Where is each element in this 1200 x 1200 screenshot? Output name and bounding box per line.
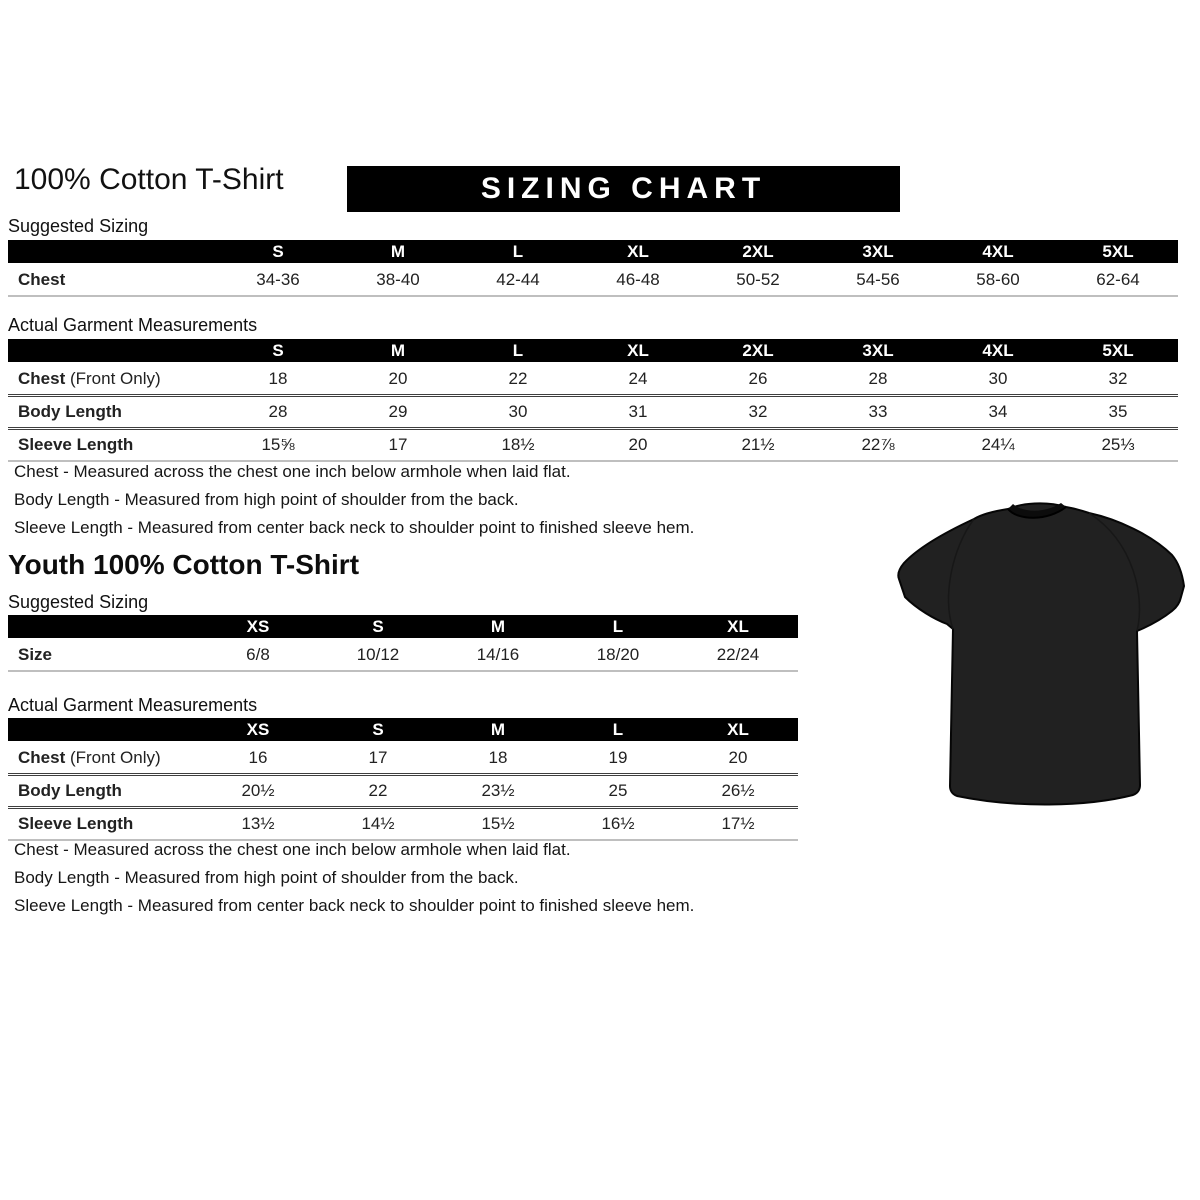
measurement-value: 19 <box>608 748 628 767</box>
youth-section-title: Youth 100% Cotton T-Shirt <box>8 549 360 580</box>
size-column-header: 3XL <box>862 241 894 261</box>
measurement-value: 20 <box>628 435 648 454</box>
measurement-row <box>8 640 798 672</box>
row-label-bold: Body Length <box>18 402 122 421</box>
row-label-bold: Sleeve Length <box>18 435 134 454</box>
measurement-value: 18½ <box>501 435 535 454</box>
size-column-header: XL <box>627 340 649 360</box>
measurement-row <box>8 364 1178 394</box>
measurement-value: 62-64 <box>1096 270 1140 289</box>
measurement-value: 35 <box>1108 402 1128 421</box>
row-label-suffix: (Front Only) <box>65 369 161 388</box>
size-column-header: 5XL <box>1102 241 1134 261</box>
adult-suggested-sizing-table <box>8 240 1178 297</box>
measurement-value: 16 <box>248 748 268 767</box>
measurement-value: 25⅓ <box>1101 435 1135 454</box>
measurement-value: 54-56 <box>856 270 900 289</box>
note-line: Chest - Measured across the chest one inch below armhole when laid flat. <box>14 840 571 859</box>
size-column-header: XS <box>246 719 270 739</box>
measurement-value: 22 <box>368 781 388 800</box>
measurement-value: 6/8 <box>246 645 270 664</box>
note-line: Sleeve Length - Measured from center back neck to shoulder point to finished sleeve hem. <box>14 896 695 915</box>
row-label-bold: Chest <box>18 270 66 289</box>
row-label <box>8 781 198 801</box>
measurement-row <box>8 394 1178 427</box>
measurement-value: 17 <box>368 748 388 767</box>
row-label <box>8 645 198 665</box>
measurement-value: 22⅞ <box>861 435 895 454</box>
measurement-value: 33 <box>868 402 888 421</box>
size-column-header: 5XL <box>1102 340 1134 360</box>
page-title: 100% Cotton T-Shirt <box>14 163 284 196</box>
size-column-header: L <box>612 616 624 636</box>
measurement-value: 26½ <box>721 781 755 800</box>
measurement-value: 34-36 <box>256 270 300 289</box>
measurement-value: 20½ <box>241 781 275 800</box>
measurement-value: 58-60 <box>976 270 1020 289</box>
measurement-value: 32 <box>748 402 768 421</box>
measurement-value: 20 <box>728 748 748 767</box>
measurement-value: 10/12 <box>356 645 400 664</box>
row-label <box>8 402 218 422</box>
measurement-value: 28 <box>268 402 288 421</box>
table-header-bar <box>8 718 798 741</box>
measurement-value: 24¼ <box>981 435 1015 454</box>
measurement-row <box>8 427 1178 462</box>
size-column-header: M <box>390 241 406 261</box>
size-column-header: S <box>272 241 284 261</box>
note-line: Sleeve Length - Measured from center back neck to shoulder point to finished sleeve hem. <box>14 518 695 537</box>
measurement-value: 14/16 <box>476 645 520 664</box>
youth-actual-measurements-table <box>8 718 798 841</box>
measurement-value: 30 <box>988 369 1008 388</box>
size-column-header: S <box>372 719 384 739</box>
row-label-bold: Chest <box>18 369 66 388</box>
measurement-row <box>8 773 798 806</box>
row-label-bold: Body Length <box>18 781 122 800</box>
measurement-value: 22 <box>508 369 528 388</box>
table-header-bar <box>8 615 798 638</box>
size-column-header: M <box>490 719 506 739</box>
measurement-value: 16½ <box>601 814 635 833</box>
size-column-header: 3XL <box>862 340 894 360</box>
measurement-value: 20 <box>388 369 408 388</box>
size-column-header: M <box>490 616 506 636</box>
measurement-value: 29 <box>388 402 408 421</box>
measurement-value: 25 <box>608 781 628 800</box>
measurement-value: 22/24 <box>716 645 760 664</box>
youth-suggested-sizing-table <box>8 615 798 672</box>
measurement-value: 17 <box>388 435 408 454</box>
size-column-header: L <box>512 241 524 261</box>
measurement-value: 14½ <box>361 814 395 833</box>
measurement-value: 18/20 <box>596 645 640 664</box>
row-label-suffix: (Front Only) <box>65 748 161 767</box>
adult-actual-measurements-table <box>8 339 1178 462</box>
measurement-row <box>8 743 798 773</box>
note-line: Body Length - Measured from high point of shoulder from the back. <box>14 868 519 887</box>
adult-actual-measurements-label: Actual Garment Measurements <box>8 315 258 335</box>
measurement-value: 18 <box>488 748 508 767</box>
youth-measurement-notes <box>14 836 694 920</box>
size-column-header: 2XL <box>742 241 774 261</box>
size-column-header: L <box>612 719 624 739</box>
note-line: Body Length - Measured from high point of shoulder from the back. <box>14 490 519 509</box>
size-column-header: M <box>390 340 406 360</box>
size-column-header: S <box>272 340 284 360</box>
note-line: Chest - Measured across the chest one inch below armhole when laid flat. <box>14 462 571 481</box>
measurement-value: 32 <box>1108 369 1128 388</box>
row-label <box>8 369 218 389</box>
row-label-bold: Sleeve Length <box>18 814 134 833</box>
measurement-row <box>8 265 1178 297</box>
size-column-header: XS <box>246 616 270 636</box>
measurement-value: 17½ <box>721 814 755 833</box>
row-label <box>8 270 218 290</box>
row-label <box>8 435 218 455</box>
tshirt-body-shape <box>898 503 1184 804</box>
youth-suggested-sizing-label: Suggested Sizing <box>8 592 149 612</box>
measurement-value: 15½ <box>481 814 515 833</box>
table-header-bar <box>8 240 1178 263</box>
measurement-value: 50-52 <box>736 270 780 289</box>
measurement-value: 18 <box>268 369 288 388</box>
measurement-value: 42-44 <box>496 270 540 289</box>
sizing-chart-banner: SIZING CHART <box>347 166 900 212</box>
size-column-header: L <box>512 340 524 360</box>
adult-suggested-sizing-label: Suggested Sizing <box>8 216 149 236</box>
row-label <box>8 748 198 768</box>
size-column-header: XL <box>727 719 749 739</box>
measurement-value: 23½ <box>481 781 515 800</box>
measurement-value: 13½ <box>241 814 275 833</box>
row-label <box>8 814 198 834</box>
measurement-value: 38-40 <box>376 270 420 289</box>
measurement-value: 15⅝ <box>261 435 295 454</box>
size-column-header: 2XL <box>742 340 774 360</box>
black-tshirt-image <box>890 478 1195 813</box>
measurement-value: 28 <box>868 369 888 388</box>
size-column-header: XL <box>727 616 749 636</box>
measurement-value: 34 <box>988 402 1008 421</box>
adult-measurement-notes <box>14 458 694 542</box>
table-header-bar <box>8 339 1178 362</box>
measurement-value: 30 <box>508 402 528 421</box>
row-label-bold: Size <box>18 645 53 664</box>
row-label-bold: Chest <box>18 748 66 767</box>
measurement-value: 24 <box>628 369 648 388</box>
size-column-header: 4XL <box>982 340 1014 360</box>
measurement-value: 46-48 <box>616 270 660 289</box>
measurement-value: 21½ <box>741 435 775 454</box>
size-column-header: XL <box>627 241 649 261</box>
measurement-value: 26 <box>748 369 768 388</box>
size-column-header: S <box>372 616 384 636</box>
size-column-header: 4XL <box>982 241 1014 261</box>
tshirt-illustration <box>890 478 1195 813</box>
youth-actual-measurements-label: Actual Garment Measurements <box>8 695 258 715</box>
measurement-value: 31 <box>628 402 648 421</box>
